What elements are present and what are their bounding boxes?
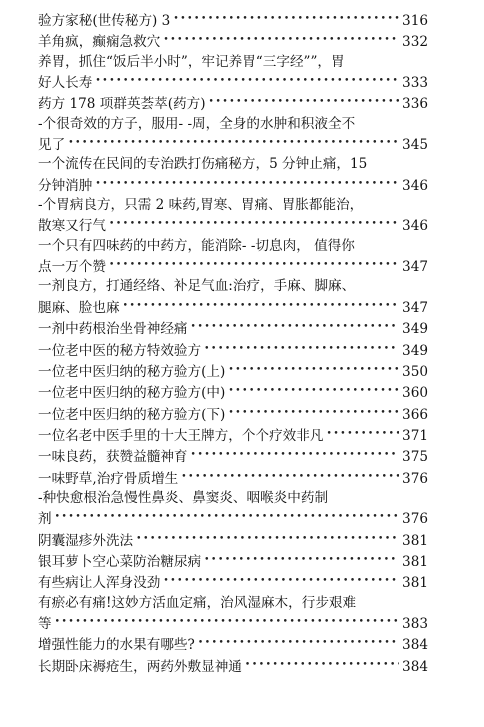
toc-entry-page: 332 [402, 34, 428, 51]
toc-entry-title: 羊角疯，癫痫急救穴 [38, 34, 161, 51]
toc-entry-title: 有些病让人浑身没劲 [38, 575, 161, 592]
toc-entry-title: 一位老中医归纳的秘方验方(上) [38, 363, 226, 380]
toc-entry-title: 一位老中医归纳的秘方验方(中) [38, 385, 226, 402]
toc-entry[interactable] [38, 572, 428, 593]
toc-entry[interactable] [38, 31, 428, 52]
toc-entry-title: 一位老中医的秘方特效验方 [38, 342, 202, 359]
toc-entry-page: 347 [402, 299, 428, 316]
toc-entry-title-line1: 有瘀必有痛!这妙方活血定痛，治风湿麻木，行步艰难 [38, 594, 357, 611]
toc-entry-title: 散寒又行气 [38, 218, 106, 235]
toc-entry-title: 一位名老中医手里的十大王牌方，个个疗效非凡 [38, 427, 324, 444]
toc-entry[interactable] [38, 277, 428, 318]
toc-entry-title-line1: -种快愈根治急慢性鼻炎、鼻窦炎、咽喉炎中药制 [38, 489, 329, 506]
toc-entry[interactable] [38, 425, 428, 446]
toc-entry-title-line1: 一个流传在民间的专治跌打伤痛秘方，5 分钟止痛，15 [38, 156, 368, 173]
dot-leader [228, 404, 399, 423]
toc-entry-page: 350 [402, 363, 428, 380]
toc-entry-title: 增强性能力的水果有哪些? [38, 637, 195, 654]
table-of-contents [38, 10, 428, 677]
toc-entry-page: 381 [402, 553, 428, 570]
toc-entry-page: 376 [402, 470, 428, 487]
dot-leader [55, 613, 399, 632]
toc-entry-page: 333 [402, 75, 428, 92]
dot-leader [123, 297, 399, 316]
dot-leader [95, 175, 399, 194]
toc-entry-page: 360 [402, 385, 428, 402]
toc-entry[interactable] [38, 530, 428, 551]
toc-entry-title: 腿麻、脸也麻 [38, 299, 120, 316]
toc-entry[interactable] [38, 656, 428, 677]
toc-entry[interactable] [38, 634, 428, 655]
toc-entry-page: 375 [402, 449, 428, 466]
toc-entry-page: 316 [402, 13, 428, 29]
toc-entry[interactable] [38, 196, 428, 237]
dot-leader [95, 72, 399, 91]
toc-entry-title: 药方 178 项群英荟萃(药方) [38, 96, 206, 113]
dot-leader [191, 318, 400, 337]
toc-entry-page: 383 [402, 615, 428, 632]
toc-entry[interactable] [38, 489, 428, 530]
dot-leader [55, 508, 399, 527]
toc-entry-page: 366 [402, 406, 428, 423]
toc-entry-page: 376 [402, 511, 428, 528]
toc-entry-page: 346 [402, 177, 428, 194]
toc-entry[interactable] [38, 115, 428, 156]
toc-entry[interactable] [38, 468, 428, 489]
toc-entry[interactable] [38, 53, 428, 94]
dot-leader [68, 134, 399, 153]
toc-entry-page: 347 [402, 259, 428, 276]
toc-entry[interactable] [38, 382, 428, 403]
toc-entry-title-line1: 养胃，抓住“饭后半小时”，牢记养胃“三字经””，胃 [38, 53, 345, 70]
toc-entry-page: 349 [402, 342, 428, 359]
toc-entry-title: 见了 [38, 137, 66, 154]
toc-entry-page: 384 [402, 658, 428, 675]
dot-leader [245, 656, 399, 675]
dot-leader [191, 446, 400, 465]
toc-entry-title: 一位老中医归纳的秘方验方(下) [38, 406, 226, 423]
dot-leader [204, 340, 399, 359]
dot-leader [163, 31, 399, 50]
toc-entry-page: 336 [402, 96, 428, 113]
toc-entry-title: 一味野草,治疗骨质增生 [38, 470, 179, 487]
dot-leader [228, 382, 399, 401]
toc-entry-title-line1: -个很奇效的方子，服用- -周，全身的水肿和积液全不 [38, 115, 356, 132]
toc-entry-title: 剂 [38, 511, 52, 528]
toc-entry-page: 371 [402, 427, 428, 444]
dot-leader [173, 10, 399, 29]
toc-entry-title-line1: 一剂良方，打通经络、补足气血:治疗，手麻、脚麻、 [38, 278, 356, 295]
toc-entry[interactable] [38, 318, 428, 339]
toc-entry[interactable] [38, 340, 428, 361]
toc-entry-page: 349 [402, 321, 428, 338]
toc-entry-page: 381 [402, 532, 428, 549]
toc-entry[interactable] [38, 361, 428, 382]
dot-leader [181, 468, 399, 487]
toc-entry-title-line1: -个胃病良方，只需 2 味药,胃寒、胃痛、胃胀都能治， [38, 197, 364, 214]
dot-leader [209, 93, 400, 112]
toc-entry-title: 点一万个赞 [38, 259, 106, 276]
toc-entry-title: 验方家秘(世传秘方) 3 [38, 13, 171, 29]
toc-entry[interactable] [38, 551, 428, 572]
toc-entry[interactable] [38, 93, 428, 114]
toc-entry-title: 分钟消肿 [38, 177, 93, 194]
dot-leader [198, 634, 399, 653]
toc-entry[interactable] [38, 155, 428, 196]
toc-entry-title: 长期卧床褥疮生，两药外敷显神通 [38, 658, 242, 675]
toc-entry[interactable] [38, 404, 428, 425]
toc-entry-title: 阴囊湿疹外洗法 [38, 532, 134, 549]
dot-leader [204, 551, 399, 570]
toc-entry-title: 银耳萝卜空心菜防治糖尿病 [38, 553, 202, 570]
dot-leader [163, 572, 399, 591]
dot-leader [109, 256, 399, 275]
toc-entry-title: 一味良药，获赞益髓神育 [38, 449, 188, 466]
toc-entry-title: 好人长寿 [38, 75, 93, 92]
toc-entry[interactable] [38, 10, 428, 31]
dot-leader [228, 361, 399, 380]
toc-entry-title-line1: 一个只有四味药的中药方，能消除- -切息肉， 值得你 [38, 237, 355, 254]
toc-entry[interactable] [38, 237, 428, 278]
toc-entry-page: 346 [402, 218, 428, 235]
toc-entry-title: 一剂中药根治坐骨神经痛 [38, 321, 188, 338]
dot-leader [109, 215, 399, 234]
dot-leader [326, 425, 399, 444]
dot-leader [136, 530, 399, 549]
toc-entry-page: 345 [402, 137, 428, 154]
toc-entry-title: 等 [38, 615, 52, 632]
toc-entry[interactable] [38, 594, 428, 635]
toc-entry-page: 381 [402, 575, 428, 592]
toc-entry[interactable] [38, 446, 428, 467]
toc-entry-page: 384 [402, 637, 428, 654]
